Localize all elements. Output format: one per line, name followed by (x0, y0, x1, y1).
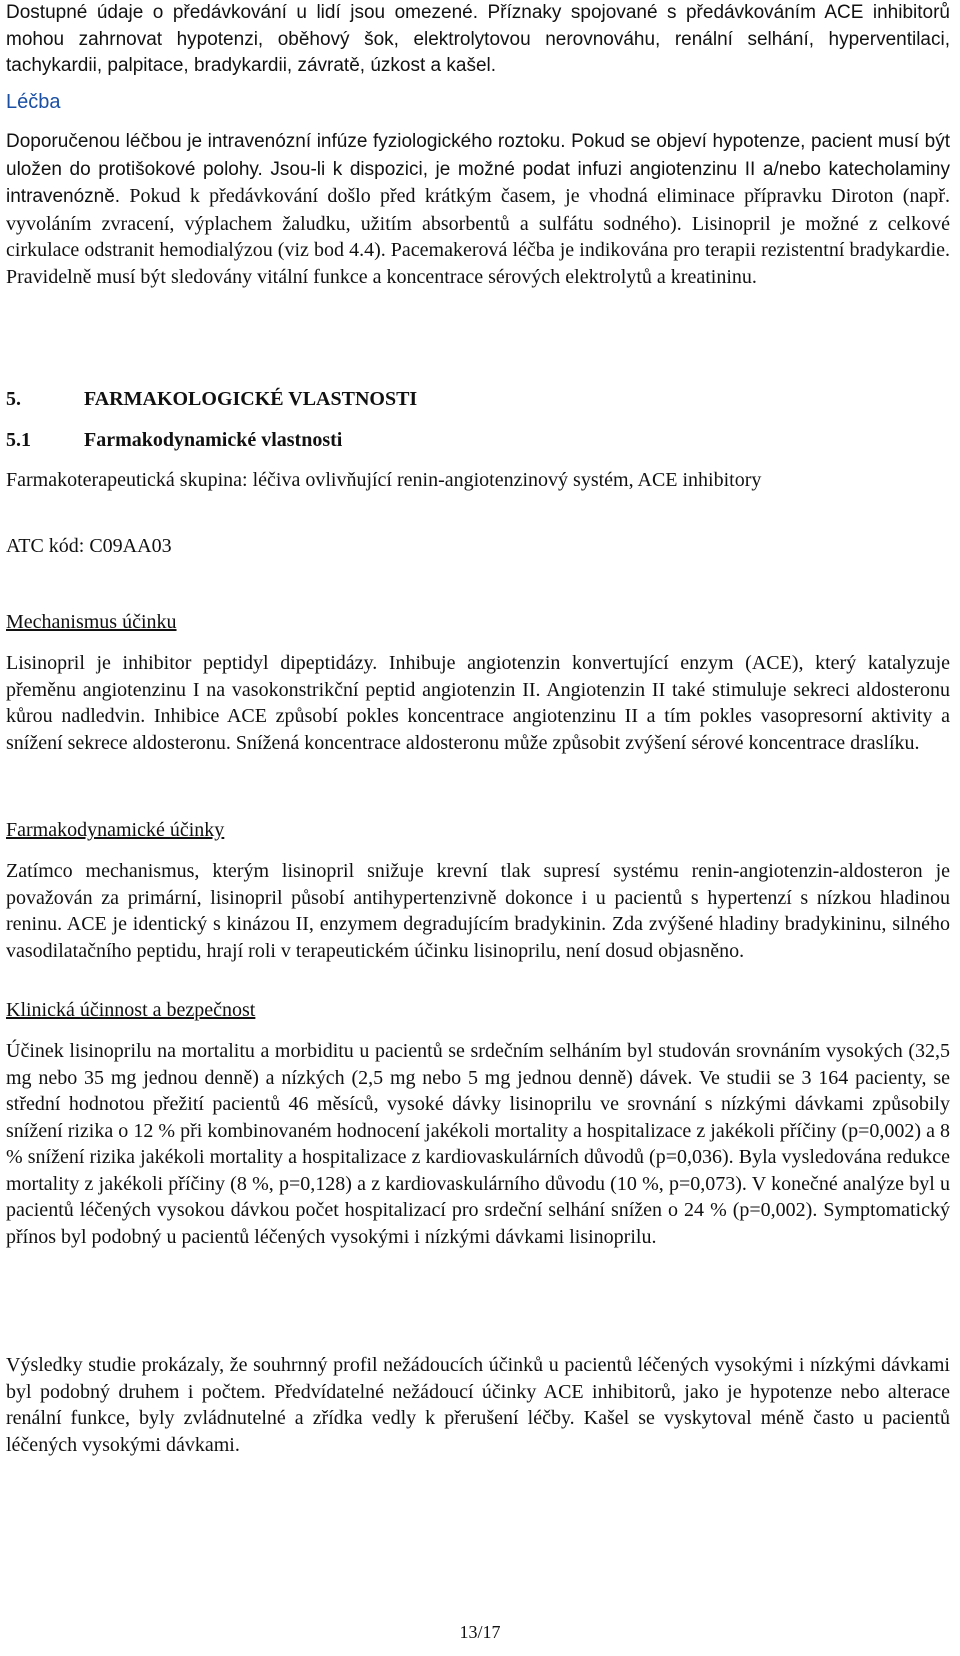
section-5-title: FARMAKOLOGICKÉ VLASTNOSTI (84, 388, 418, 410)
efficacy-heading: Klinická účinnost a bezpečnost (6, 999, 256, 1021)
pharmacotherapeutic-group (6, 467, 950, 494)
pd-effects-paragraph (6, 858, 950, 964)
section-51-number: 5.1 (6, 429, 31, 451)
section-5-number: 5. (6, 388, 21, 410)
mechanism-heading: Mechanismus účinku (6, 611, 177, 633)
section-51-heading (6, 427, 342, 453)
mechanism-text: Lisinopril je inhibitor peptidyl dipeptidázy. Inhibuje angiotenzin konvertující enzym (ACE), který katalyzuje přeměnu angiotenzinu I na vasokonstrikční peptid angiotenzin II. Angiotenzin II také stimuluje sekreci aldosteronu kůrou nadledvin. Inhibice ACE způsobí pokles koncentrace angiotenzinu II a tím pokles vasopresorní aktivity a snížení sekrece aldosteronu. Snížená koncentrace aldosteronu může způsobit zvýšení sérové koncentrace draslíku. (6, 652, 950, 754)
section-51-title: Farmakodynamické vlastnosti (84, 429, 343, 451)
efficacy-text-2: Výsledky studie prokázaly, že souhrnný profil nežádoucích účinků u pacientů léčených vysokými i nízkými dávkami byl podobný druhem i počtem. Předvídatelné nežádoucí účinky ACE inhibitorů, jako je hypotenze nebo alterace renální funkce, byly zvládnutelné a zřídka vedly k přerušení léčby. Kašel se vyskytoval méně často u pacientů léčených vysokými dávkami. (6, 1354, 950, 1456)
pd-effects-heading: Farmakodynamické účinky (6, 819, 225, 841)
efficacy-paragraph-1 (6, 1038, 950, 1250)
treatment-serif-text: Pokud k předávkování došlo před krátkým časem, je vhodná eliminace přípravku Diroton (např. vyvoláním zvracení, výplachem žaludku, užitím absorbentů a sulfátu sodného). Lisinopril je možné z celkové cirkulace odstranit hemodialýzou (viz bod 4.4). Pacemakerová léčba je indikována pro terapii rezistentní bradykardie. Pravidelně musí být sledovány vitální funkce a koncentrace sérových elektrolytů a kreatininu. (6, 185, 950, 288)
treatment-paragraph (6, 128, 950, 290)
treatment-heading (6, 89, 950, 116)
treatment-title: Léčba (6, 91, 61, 113)
page-number: 13/17 (459, 1622, 501, 1642)
pharmacotherapeutic-group-text: Farmakoterapeutická skupina: léčiva ovlivňující renin-angiotenzinový systém, ACE inhibitory (6, 469, 762, 491)
pd-effects-text: Zatímco mechanismus, kterým lisinopril snižuje krevní tlak supresí systému renin-angiotenzin-aldosteron je považován za primární, lisinopril působí antihypertenzivně dokonce i u pacientů s hypertenzí s nízkou hladinou reninu. ACE je identický s kinázou II, enzymem degradujícím bradykinin. Zda zvýšené hladiny bradykininu, silného vasodilatačního peptidu, hrají roli v terapeutickém účinku lisinoprilu, není dosud objasněno. (6, 860, 950, 962)
overdose-paragraph (6, 0, 950, 80)
treatment-sans-text: Doporučenou léčbou je intravenózní infúze fyziologického roztoku. Pokud se objeví hypotenze, pacient musí být uložen do protišokové polohy. Jsou-li k dispozici, je možné podat infuzi angiotenzinu II a/nebo katecholaminy intravenózně. (6, 131, 950, 207)
mechanism-paragraph (6, 650, 950, 756)
overdose-text: Dostupné údaje o předávkování u lidí jsou omezené. Příznaky spojované s předávkováním ACE inhibitorů mohou zahrnovat hypotenzi, oběhový šok, elektrolytovou nerovnováhu, renální selhání, hyperventilaci, tachykardii, palpitace, bradykardii, závratě, úzkost a kašel. (6, 2, 950, 76)
atc-code (6, 533, 950, 560)
section-5-heading (6, 386, 417, 412)
efficacy-paragraph-2 (6, 1352, 950, 1458)
atc-code-text: ATC kód: C09AA03 (6, 535, 172, 557)
efficacy-text-1: Účinek lisinoprilu na mortalitu a morbiditu u pacientů se srdečním selháním byl studován srovnáním vysokých (32,5 mg nebo 35 mg jednou denně) a nízkých (2,5 mg nebo 5 mg jednou denně) dávek. Ve studii se 3 164 pacienty, se střední hodnotou přežití pacientů 46 měsíců, vysoké dávky lisinoprilu ve srovnání s nízkými dávkami způsobily snížení rizika o 12 % při kombinovaném hodnocení jakékoli mortality a hospitalizace z jakékoli příčiny (p=0,002) a 8 % snížení rizika jakékoli mortality a hospitalizace z kardiovaskulárních důvodů (p=0,036). Byla vysledována redukce mortality z jakékoli příčiny (8 %, p=0,128) a z kardiovaskulárního důvodu (10 %, p=0,073). V konečné analýze byl u pacientů léčených vysokou dávkou počet hospitalizací pro srdeční selhání snížen o 24 % (p=0,002). Symptomatický přínos byl podobný u pacientů léčených vysokými i nízkými dávkami lisinoprilu. (6, 1040, 950, 1248)
